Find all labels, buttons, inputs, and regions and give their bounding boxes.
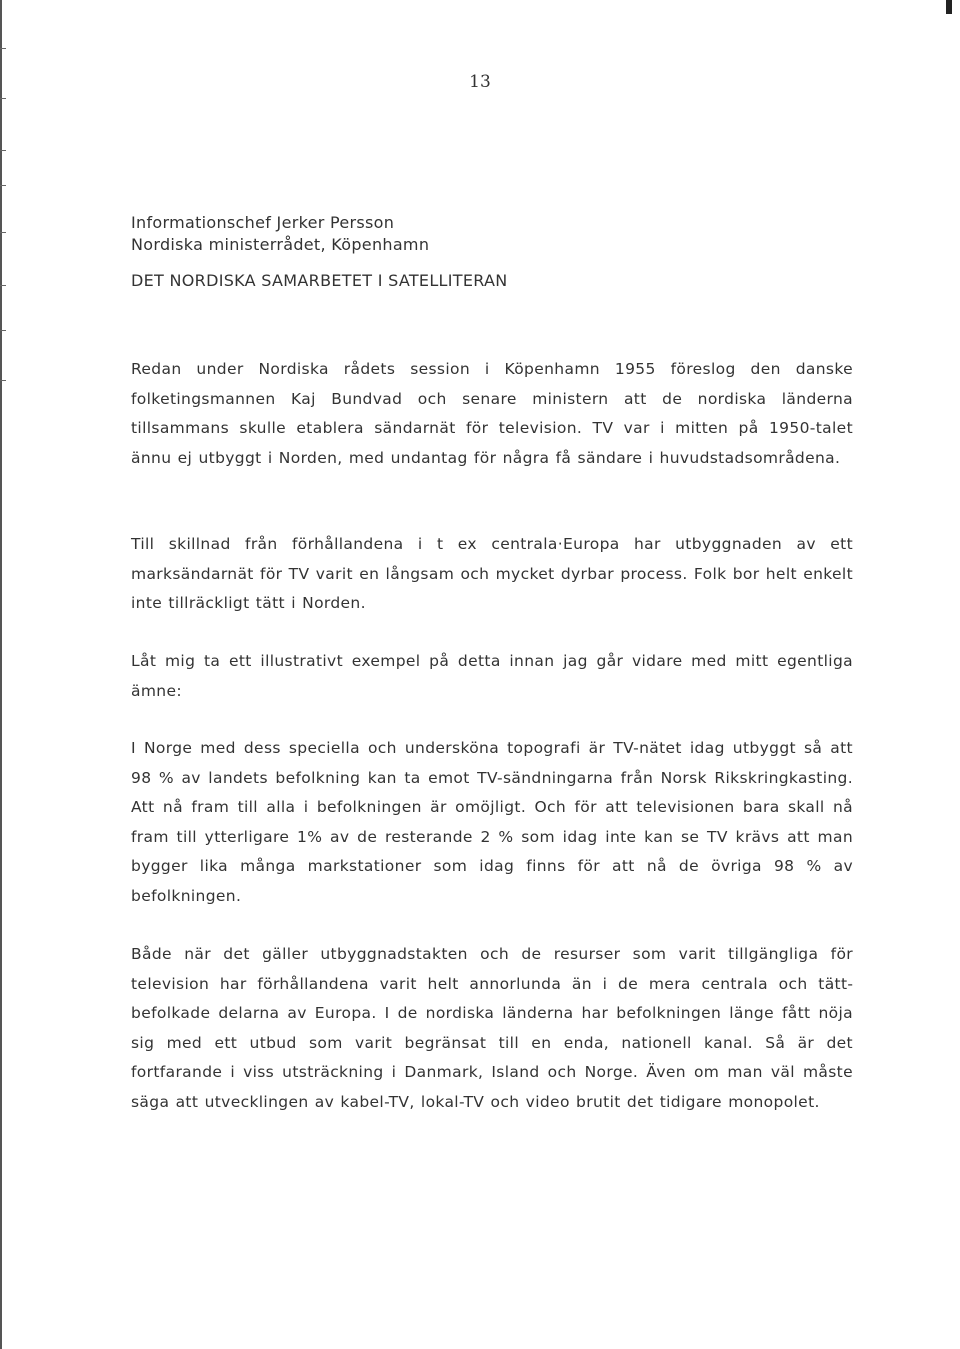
margin-tick <box>0 232 6 233</box>
page-left-edge <box>0 0 2 1349</box>
scan-corner-mark <box>946 0 952 14</box>
page-number: 13 <box>469 72 491 92</box>
margin-tick <box>0 150 6 151</box>
paragraph: I Norge med dess speciella och undersköna topografi är TV-nätet idag utbyggt så att 98 % av landets befolkning kan ta emot TV-sändningarna från Norsk Rikskringkasting. Att nå fram till alla i befolkningen är omöjligt. Och för att televisionen bara skall nå fram till ytterligare 1% av de resterande 2 % som idag inte kan se TV krävs att man bygger lika många markstationer som idag finns för att nå de övriga 98 % av befolkningen. <box>131 739 853 905</box>
margin-tick <box>0 380 6 381</box>
margin-tick <box>0 98 6 99</box>
author-name: Informationschef Jerker Persson <box>131 213 395 232</box>
margin-tick <box>0 285 6 286</box>
author-block <box>131 212 851 256</box>
margin-tick <box>0 185 6 186</box>
author-affiliation: Nordiska ministerrådet, Köpenhamn <box>131 235 430 254</box>
paragraph: Låt mig ta ett illustrativt exempel på detta innan jag går vidare med mitt egentliga ämne: <box>131 652 853 700</box>
paragraph: Både när det gäller utbyggnadstakten och de resurser som varit tillgängliga för television har förhållandena varit helt annorlunda än i de mera centrala och tättbefolkade delarna av Europa. I de nordiska länderna har befolkningen länge fått nöja sig med ett utbud som varit begränsat till en enda, nationell kanal. Så är det fortfarande i viss utsträckning i Danmark, Island och Norge. Även om man väl måste säga att utvecklingen av kabel-TV, lokal-TV och video brutit det tidigare monopolet. <box>131 945 853 1111</box>
paragraph: Till skillnad från förhållandena i t ex centrala·Europa har utbyggnaden av ett marksändarnät för TV varit en långsam och mycket dyrbar process. Folk bor helt enkelt inte tillräckligt tätt i Norden. <box>131 535 853 612</box>
margin-tick <box>0 330 6 331</box>
paragraph: Redan under Nordiska rådets session i Köpenhamn 1955 föreslog den danske folketingsmannen Kaj Bundvad och senare ministern att de nordiska länderna tillsammans skulle etablera sändarnät för television. TV var i mitten på 1950-talet ännu ej utbyggt i Norden, med undantag för några få sändare i huvudstadsområdena. <box>131 360 853 467</box>
document-title: DET NORDISKA SAMARBETET I SATELLITERAN <box>131 271 508 290</box>
margin-tick <box>0 48 6 49</box>
